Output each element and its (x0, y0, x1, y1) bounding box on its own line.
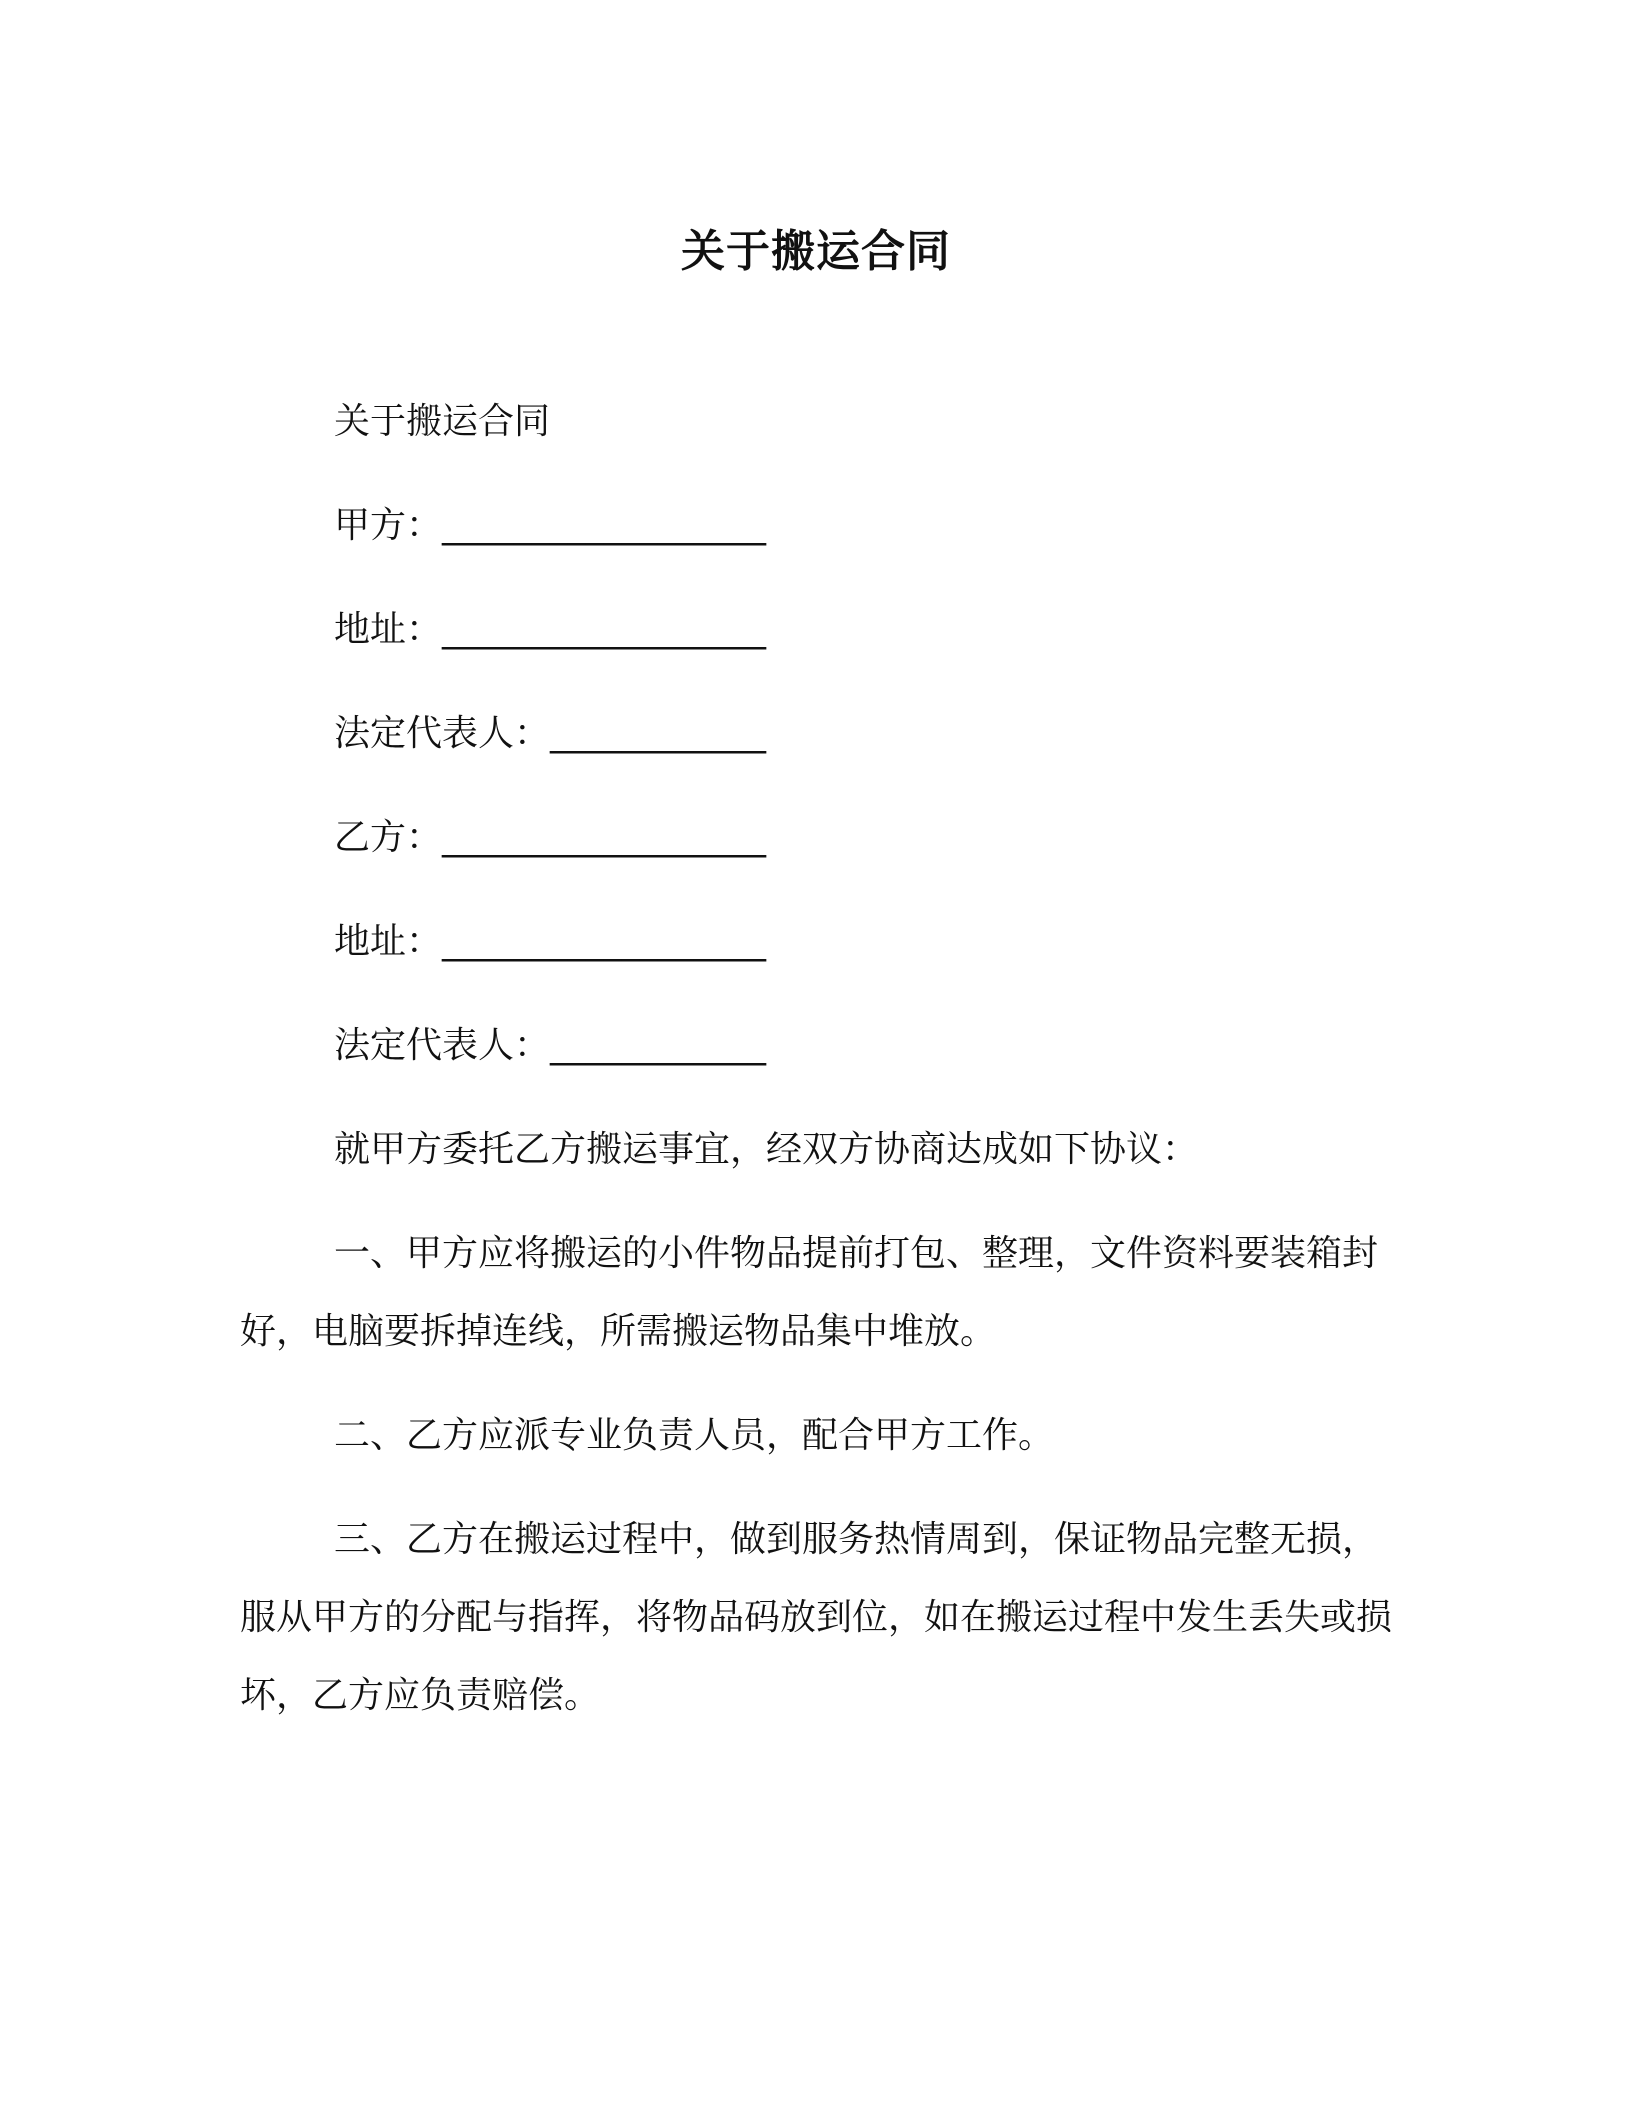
party-a-address-line: 地址：__________________ (334, 609, 767, 650)
preamble-text: 就甲方委托乙方搬运事宜，经双方协商达成如下协议： (334, 1129, 1199, 1170)
party-b-line: 乙方：__________________ (334, 817, 767, 858)
clause-3: 三、乙方在搬运过程中，做到服务热情周到，保证物品完整无损，服从甲方的分配与指挥，将物品码放到位，如在搬运过程中发生丢失或损坏，乙方应负责赔偿。 (240, 1519, 1393, 1716)
party-b-representative-line: 法定代表人：____________ (334, 1025, 767, 1066)
document-title: 关于搬运合同 (681, 226, 951, 277)
clause-1: 一、甲方应将搬运的小件物品提前打包、整理，文件资料要装箱封好，电脑要拆掉连线，所需搬运物品集中堆放。 (240, 1233, 1379, 1352)
clause-2: 二、乙方应派专业负责人员，配合甲方工作。 (334, 1415, 1055, 1456)
document-subtitle: 关于搬运合同 (334, 401, 551, 442)
party-b-address-line: 地址：__________________ (334, 921, 767, 962)
party-a-representative-line: 法定代表人：____________ (334, 713, 767, 754)
party-a-line: 甲方：__________________ (334, 505, 767, 546)
